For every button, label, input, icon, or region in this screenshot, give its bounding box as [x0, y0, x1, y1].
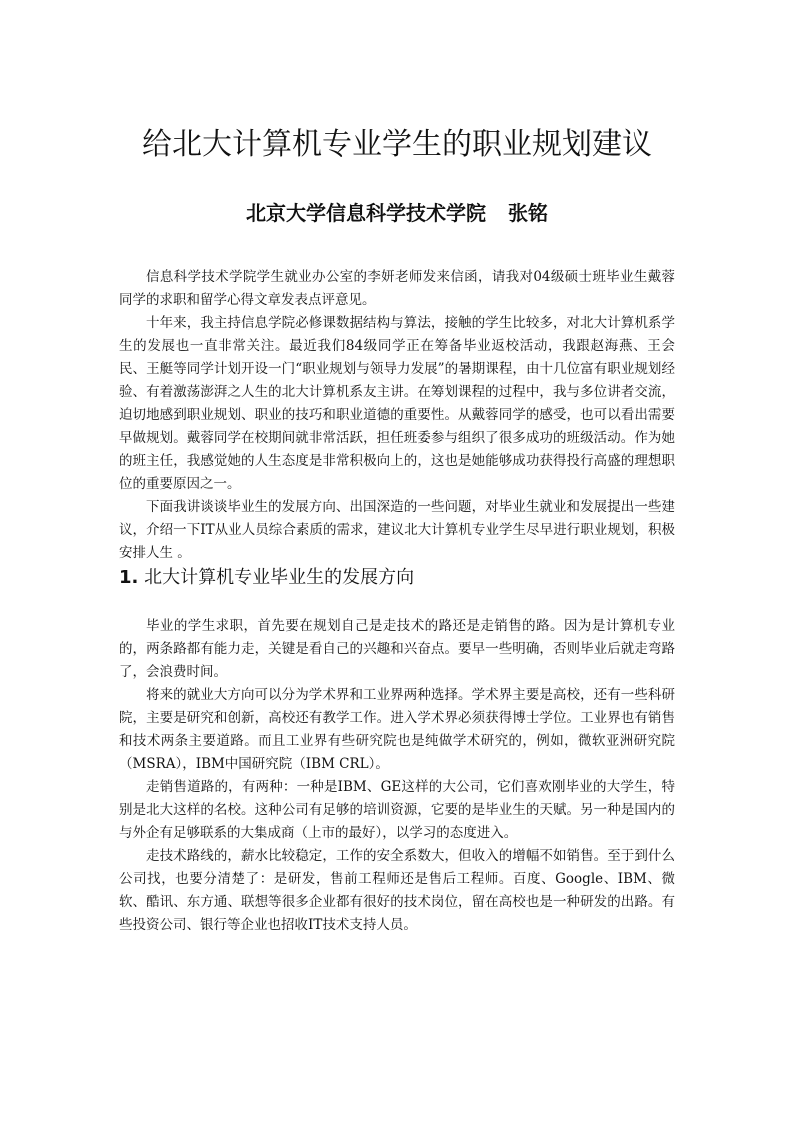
intro-section: [119, 266, 675, 565]
byline-author: 张铭: [508, 201, 548, 225]
section-title: 北大计算机专业毕业生的发展方向: [144, 567, 415, 588]
section-heading: [119, 563, 679, 593]
section-paragraph: 毕业的学生求职，首先要在规划自己是走技术的路还是走销售的路。因为是计算机专业的，两条路都有能力走，关键是看自己的兴趣和兴奋点。要早一些明确，否则毕业后就走弯路了，会浪费时间。: [119, 618, 675, 680]
byline-institution: 北京大学信息科学技术学院: [246, 201, 486, 225]
section-paragraph: 将来的就业大方向可以分为学术界和工业界两种选择。学术界主要是高校，还有一些科研院，主要是研究和创新，高校还有教学工作。进入学术界必须获得博士学位。工业界也有销售和技术两条主要道路。而且工业界有些研究院也是纯做学术研究的，例如，微软亚洲研究院（MSRA），IBM中国研究院（IBM CRL）。: [119, 687, 675, 772]
intro-paragraph: 下面我讲谈谈毕业生的发展方向、出国深造的一些问题，对毕业生就业和发展提出一些建议，介绍一下IT从业人员综合素质的需求，建议北大计算机专业学生尽早进行职业规划，积极安排人生 。: [119, 499, 675, 561]
section-paragraph: 走销售道路的，有两种：一种是IBM、GE这样的大公司，它们喜欢刚毕业的大学生，特别是北大这样的名校。这种公司有足够的培训资源，它要的是毕业生的天赋。另一种是国内的与外企有足够联系的大集成商（上市的最好），以学习的态度进入。: [119, 779, 675, 841]
byline: [0, 198, 794, 228]
document-title: 给北大计算机专业学生的职业规划建议: [142, 127, 652, 162]
intro-paragraph: 十年来，我主持信息学院必修课数据结构与算法，接触的学生比较多，对北大计算机系学生的发展也一直非常关注。最近我们84级同学正在筹备毕业返校活动，我跟赵海燕、王会民、王艇等同学计划开设一门“职业规划与领导力发展”的暑期课程，由十几位富有职业规划经验、有着激荡澎湃之人生的北大计算机系友主讲。在筹划课程的过程中，我与多位讲者交流，迫切地感到职业规划、职业的技巧和职业道德的重要性。从戴蓉同学的感受，也可以看出需要早做规划。戴蓉同学在校期间就非常活跃，担任班委参与组织了很多成功的班级活动。作为她的班主任，我感觉她的人生态度是非常积极向上的，这也是她能够成功获得投行高盛的理想职位的重要原因之一。: [119, 315, 675, 492]
intro-paragraph: 信息科学技术学院学生就业办公室的李妍老师发来信函，请我对04级硕士班毕业生戴蓉同学的求职和留学心得文章发表点评意见。: [119, 269, 675, 308]
section-number: 1.: [119, 567, 139, 588]
section-body: [119, 615, 675, 937]
section-paragraph: 走技术路线的，薪水比较稳定，工作的安全系数大，但收入的增幅不如销售。至于到什么公司找，也要分清楚了：是研发，售前工程师还是售后工程师。百度、Google、IBM、微软、酷讯、东方通、联想等很多企业都有很好的技术岗位，留在高校也是一种研发的出路。有些投资公司、银行等企业也招收IT技术支持人员。: [119, 848, 675, 933]
